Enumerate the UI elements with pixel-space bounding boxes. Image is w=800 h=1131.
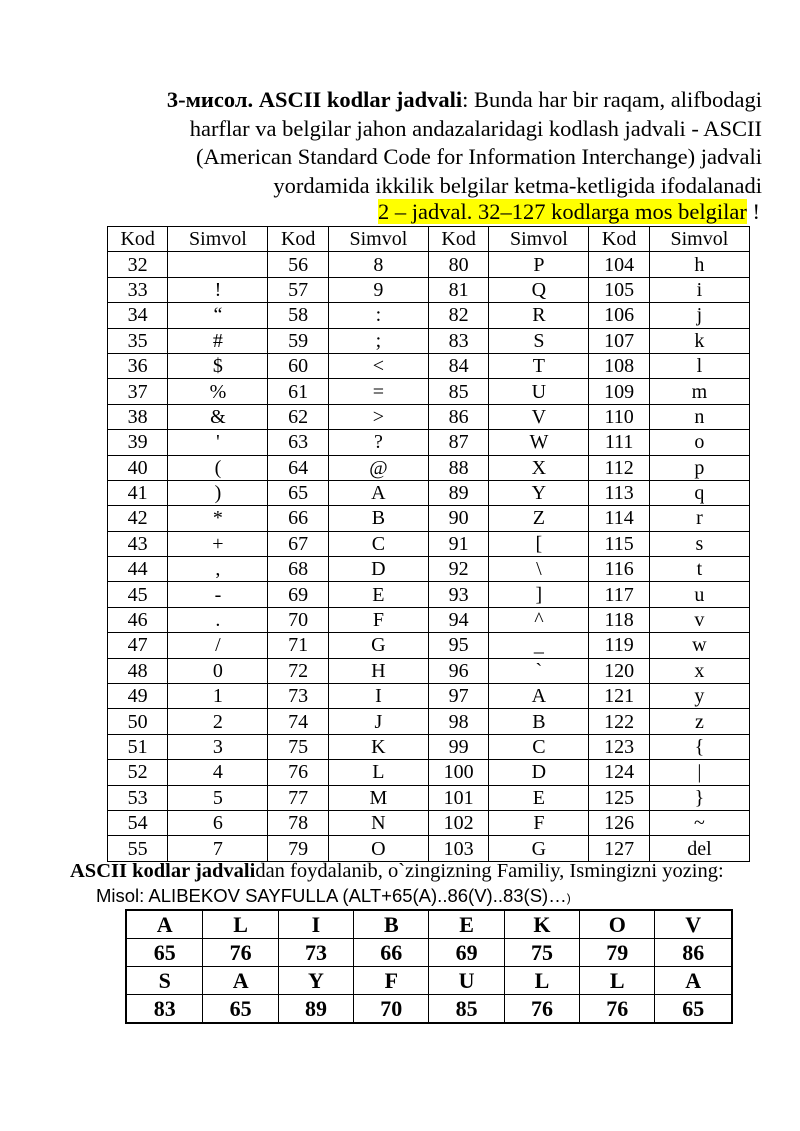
usage-bold: ASCII kodlar jadvali	[70, 860, 256, 882]
symbol-cell: '	[168, 430, 268, 455]
symbol-cell: C	[328, 531, 428, 556]
code-cell: 90	[428, 506, 488, 531]
code-cell: 65	[655, 995, 732, 1024]
table-row	[108, 252, 750, 277]
code-cell: 75	[504, 939, 579, 967]
table-row	[108, 836, 750, 861]
code-cell: 37	[108, 379, 168, 404]
symbol-cell: V	[489, 404, 589, 429]
code-cell: 109	[589, 379, 649, 404]
code-cell: 66	[354, 939, 429, 967]
symbol-cell: l	[649, 353, 749, 378]
letter-cell: E	[429, 910, 504, 939]
symbol-cell: |	[649, 760, 749, 785]
code-cell: 69	[268, 582, 328, 607]
code-cell: 40	[108, 455, 168, 480]
symbol-cell: x	[649, 658, 749, 683]
code-cell: 51	[108, 734, 168, 759]
code-cell: 115	[589, 531, 649, 556]
code-cell: 66	[268, 506, 328, 531]
intro-line-4: yordamida ikkilik belgilar ketma-ketligida ifodalanadi	[273, 172, 762, 198]
name-code-table	[125, 909, 733, 1024]
code-cell: 83	[428, 328, 488, 353]
code-cell: 72	[268, 658, 328, 683]
symbol-cell: F	[489, 810, 589, 835]
symbol-cell: z	[649, 709, 749, 734]
code-cell: 73	[268, 684, 328, 709]
code-cell: 127	[589, 836, 649, 861]
symbol-cell: A	[489, 684, 589, 709]
symbol-cell: #	[168, 328, 268, 353]
symbol-cell: q	[649, 480, 749, 505]
code-cell: 124	[589, 760, 649, 785]
letter-cell: L	[203, 910, 278, 939]
code-cell: 76	[580, 995, 655, 1024]
code-cell: 45	[108, 582, 168, 607]
code-cell: 87	[428, 430, 488, 455]
symbol-cell: W	[489, 430, 589, 455]
column-header: Simvol	[168, 227, 268, 252]
symbol-cell: :	[328, 303, 428, 328]
letters-row	[126, 910, 732, 939]
code-cell: 60	[268, 353, 328, 378]
symbol-cell: @	[328, 455, 428, 480]
code-cell: 104	[589, 252, 649, 277]
symbol-cell: <	[328, 353, 428, 378]
code-cell: 59	[268, 328, 328, 353]
code-cell: 34	[108, 303, 168, 328]
table-row	[108, 506, 750, 531]
symbol-cell: F	[328, 607, 428, 632]
symbol-cell: G	[328, 633, 428, 658]
symbol-cell: X	[489, 455, 589, 480]
symbol-cell: %	[168, 379, 268, 404]
symbol-cell: -	[168, 582, 268, 607]
code-cell: 38	[108, 404, 168, 429]
symbol-cell: i	[649, 277, 749, 302]
code-cell: 79	[268, 836, 328, 861]
symbol-cell: ?	[328, 430, 428, 455]
symbol-cell: A	[328, 480, 428, 505]
symbol-cell: K	[328, 734, 428, 759]
table-row	[108, 810, 750, 835]
code-cell: 54	[108, 810, 168, 835]
symbol-cell: D	[328, 557, 428, 582]
symbol-cell: “	[168, 303, 268, 328]
letter-cell: S	[126, 967, 203, 995]
symbol-cell: 0	[168, 658, 268, 683]
code-cell: 50	[108, 709, 168, 734]
intro-line-1: : Bunda har bir raqam, alifbodagi	[462, 87, 762, 112]
letter-cell: A	[126, 910, 203, 939]
code-cell: 70	[268, 607, 328, 632]
symbol-cell: !	[168, 277, 268, 302]
code-cell: 117	[589, 582, 649, 607]
column-header: Simvol	[328, 227, 428, 252]
letters-row	[126, 967, 732, 995]
table-row	[108, 760, 750, 785]
code-cell: 76	[203, 939, 278, 967]
code-cell: 62	[268, 404, 328, 429]
code-cell: 58	[268, 303, 328, 328]
code-cell: 69	[429, 939, 504, 967]
code-cell: 41	[108, 480, 168, 505]
symbol-cell: E	[489, 785, 589, 810]
symbol-cell: O	[328, 836, 428, 861]
symbol-cell: 9	[328, 277, 428, 302]
symbol-cell: ^	[489, 607, 589, 632]
symbol-cell: t	[649, 557, 749, 582]
code-cell: 112	[589, 455, 649, 480]
symbol-cell: 2	[168, 709, 268, 734]
symbol-cell: Q	[489, 277, 589, 302]
symbol-cell: \	[489, 557, 589, 582]
symbol-cell: s	[649, 531, 749, 556]
table-row	[108, 531, 750, 556]
code-cell: 46	[108, 607, 168, 632]
code-cell: 84	[428, 353, 488, 378]
example-line	[96, 884, 571, 910]
symbol-cell: &	[168, 404, 268, 429]
table-row	[108, 582, 750, 607]
code-cell: 80	[428, 252, 488, 277]
code-cell: 44	[108, 557, 168, 582]
code-cell: 76	[504, 995, 579, 1024]
symbol-cell	[168, 252, 268, 277]
symbol-cell: ~	[649, 810, 749, 835]
code-cell: 88	[428, 455, 488, 480]
letter-cell: A	[655, 967, 732, 995]
intro-line-2: harflar va belgilar jahon andazalaridagi kodlash jadvali - ASCII	[189, 115, 762, 141]
code-cell: 93	[428, 582, 488, 607]
code-cell: 120	[589, 658, 649, 683]
symbol-cell: T	[489, 353, 589, 378]
code-cell: 71	[268, 633, 328, 658]
ascii-table-body	[108, 252, 750, 861]
letter-cell: O	[580, 910, 655, 939]
code-cell: 108	[589, 353, 649, 378]
code-cell: 106	[589, 303, 649, 328]
code-cell: 65	[203, 995, 278, 1024]
symbol-cell: u	[649, 582, 749, 607]
symbol-cell: [	[489, 531, 589, 556]
codes-row	[126, 939, 732, 967]
symbol-cell: o	[649, 430, 749, 455]
symbol-cell: *	[168, 506, 268, 531]
code-cell: 36	[108, 353, 168, 378]
symbol-cell: R	[489, 303, 589, 328]
symbol-cell: 7	[168, 836, 268, 861]
symbol-cell: L	[328, 760, 428, 785]
example-title: 3-мисол. ASCII kodlar jadvali	[166, 87, 463, 112]
table-row	[108, 430, 750, 455]
letter-cell: L	[580, 967, 655, 995]
code-cell: 122	[589, 709, 649, 734]
code-cell: 96	[428, 658, 488, 683]
symbol-cell: D	[489, 760, 589, 785]
symbol-cell: v	[649, 607, 749, 632]
symbol-cell: 4	[168, 760, 268, 785]
symbol-cell: }	[649, 785, 749, 810]
code-cell: 86	[428, 404, 488, 429]
code-cell: 99	[428, 734, 488, 759]
symbol-cell: =	[328, 379, 428, 404]
code-cell: 78	[268, 810, 328, 835]
code-cell: 53	[108, 785, 168, 810]
code-cell: 102	[428, 810, 488, 835]
symbol-cell: ]	[489, 582, 589, 607]
code-cell: 79	[580, 939, 655, 967]
code-cell: 114	[589, 506, 649, 531]
code-cell: 95	[428, 633, 488, 658]
code-cell: 55	[108, 836, 168, 861]
symbol-cell: Z	[489, 506, 589, 531]
code-cell: 89	[428, 480, 488, 505]
intro-paragraph	[100, 86, 762, 200]
code-cell: 47	[108, 633, 168, 658]
code-cell: 83	[126, 995, 203, 1024]
table-row	[108, 633, 750, 658]
code-cell: 68	[268, 557, 328, 582]
symbol-cell: E	[328, 582, 428, 607]
symbol-cell: S	[489, 328, 589, 353]
symbol-cell: $	[168, 353, 268, 378]
table-row	[108, 303, 750, 328]
code-cell: 32	[108, 252, 168, 277]
code-cell: 97	[428, 684, 488, 709]
symbol-cell: U	[489, 379, 589, 404]
symbol-cell: r	[649, 506, 749, 531]
code-cell: 123	[589, 734, 649, 759]
table-row	[108, 277, 750, 302]
ascii-table	[107, 226, 750, 862]
code-cell: 64	[268, 455, 328, 480]
symbol-cell: y	[649, 684, 749, 709]
code-cell: 82	[428, 303, 488, 328]
code-cell: 67	[268, 531, 328, 556]
code-cell: 101	[428, 785, 488, 810]
symbol-cell: 1	[168, 684, 268, 709]
letter-cell: V	[655, 910, 732, 939]
symbol-cell: _	[489, 633, 589, 658]
symbol-cell: B	[328, 506, 428, 531]
symbol-cell: P	[489, 252, 589, 277]
letter-cell: K	[504, 910, 579, 939]
symbol-cell: j	[649, 303, 749, 328]
code-cell: 63	[268, 430, 328, 455]
symbol-cell: n	[649, 404, 749, 429]
code-cell: 42	[108, 506, 168, 531]
column-header: Kod	[108, 227, 168, 252]
column-header: Kod	[268, 227, 328, 252]
code-cell: 110	[589, 404, 649, 429]
symbol-cell: `	[489, 658, 589, 683]
letter-cell: F	[354, 967, 429, 995]
code-cell: 65	[126, 939, 203, 967]
symbol-cell: w	[649, 633, 749, 658]
code-cell: 116	[589, 557, 649, 582]
letter-cell: Y	[278, 967, 353, 995]
symbol-cell: >	[328, 404, 428, 429]
code-cell: 35	[108, 328, 168, 353]
table-row	[108, 480, 750, 505]
symbol-cell: M	[328, 785, 428, 810]
table-row	[108, 404, 750, 429]
example-tail: )	[566, 891, 571, 905]
table-caption	[378, 199, 760, 225]
code-cell: 76	[268, 760, 328, 785]
table-row	[108, 455, 750, 480]
code-cell: 75	[268, 734, 328, 759]
symbol-cell: +	[168, 531, 268, 556]
symbol-cell: C	[489, 734, 589, 759]
code-cell: 70	[354, 995, 429, 1024]
table-row	[108, 734, 750, 759]
symbol-cell: 6	[168, 810, 268, 835]
code-cell: 85	[429, 995, 504, 1024]
name-code-table-body	[126, 910, 732, 1023]
letter-cell: L	[504, 967, 579, 995]
code-cell: 65	[268, 480, 328, 505]
code-cell: 57	[268, 277, 328, 302]
code-cell: 81	[428, 277, 488, 302]
column-header: Simvol	[489, 227, 589, 252]
symbol-cell: N	[328, 810, 428, 835]
symbol-cell: B	[489, 709, 589, 734]
letter-cell: B	[354, 910, 429, 939]
code-cell: 52	[108, 760, 168, 785]
symbol-cell: Y	[489, 480, 589, 505]
code-cell: 94	[428, 607, 488, 632]
code-cell: 77	[268, 785, 328, 810]
code-cell: 107	[589, 328, 649, 353]
symbol-cell: 8	[328, 252, 428, 277]
code-cell: 43	[108, 531, 168, 556]
table-row	[108, 684, 750, 709]
symbol-cell: G	[489, 836, 589, 861]
code-cell: 105	[589, 277, 649, 302]
code-cell: 103	[428, 836, 488, 861]
code-cell: 119	[589, 633, 649, 658]
symbol-cell: .	[168, 607, 268, 632]
letter-cell: I	[278, 910, 353, 939]
table-row	[108, 607, 750, 632]
caption-suffix: !	[746, 199, 760, 224]
table-row	[108, 709, 750, 734]
code-cell: 121	[589, 684, 649, 709]
usage-instruction	[70, 859, 760, 884]
table-row	[108, 353, 750, 378]
symbol-cell: (	[168, 455, 268, 480]
code-cell: 125	[589, 785, 649, 810]
table-row	[108, 557, 750, 582]
code-cell: 126	[589, 810, 649, 835]
code-cell: 85	[428, 379, 488, 404]
table-row	[108, 785, 750, 810]
code-cell: 73	[278, 939, 353, 967]
symbol-cell: )	[168, 480, 268, 505]
code-cell: 33	[108, 277, 168, 302]
column-header: Kod	[589, 227, 649, 252]
symbol-cell: h	[649, 252, 749, 277]
table-row	[108, 379, 750, 404]
example-text: Misol: ALIBEKOV SAYFULLA (ALT+65(A)..86(V)..83(S)…	[96, 885, 567, 906]
symbol-cell: k	[649, 328, 749, 353]
code-cell: 74	[268, 709, 328, 734]
letter-cell: A	[203, 967, 278, 995]
symbol-cell: J	[328, 709, 428, 734]
symbol-cell: H	[328, 658, 428, 683]
column-header: Simvol	[649, 227, 749, 252]
column-header: Kod	[428, 227, 488, 252]
symbol-cell: I	[328, 684, 428, 709]
usage-text: dan foydalanib, o`zingizning Familiy, Ismingizni yozing:	[255, 860, 724, 882]
code-cell: 98	[428, 709, 488, 734]
caption-highlight: 2 – jadval. 32–127 kodlarga mos belgilar	[377, 199, 747, 224]
code-cell: 39	[108, 430, 168, 455]
ascii-table-header	[108, 227, 750, 252]
symbol-cell: ;	[328, 328, 428, 353]
code-cell: 111	[589, 430, 649, 455]
symbol-cell: ,	[168, 557, 268, 582]
code-cell: 89	[278, 995, 353, 1024]
codes-row	[126, 995, 732, 1024]
symbol-cell: m	[649, 379, 749, 404]
symbol-cell: p	[649, 455, 749, 480]
intro-line-3: (American Standard Code for Information Interchange) jadvali	[195, 144, 762, 169]
code-cell: 92	[428, 557, 488, 582]
table-row	[108, 658, 750, 683]
table-row	[108, 328, 750, 353]
code-cell: 49	[108, 684, 168, 709]
code-cell: 48	[108, 658, 168, 683]
code-cell: 118	[589, 607, 649, 632]
code-cell: 61	[268, 379, 328, 404]
symbol-cell: /	[168, 633, 268, 658]
code-cell: 56	[268, 252, 328, 277]
letter-cell: U	[429, 967, 504, 995]
symbol-cell: del	[649, 836, 749, 861]
symbol-cell: 3	[168, 734, 268, 759]
symbol-cell: {	[649, 734, 749, 759]
code-cell: 113	[589, 480, 649, 505]
symbol-cell: 5	[168, 785, 268, 810]
code-cell: 86	[655, 939, 732, 967]
code-cell: 100	[428, 760, 488, 785]
code-cell: 91	[428, 531, 488, 556]
